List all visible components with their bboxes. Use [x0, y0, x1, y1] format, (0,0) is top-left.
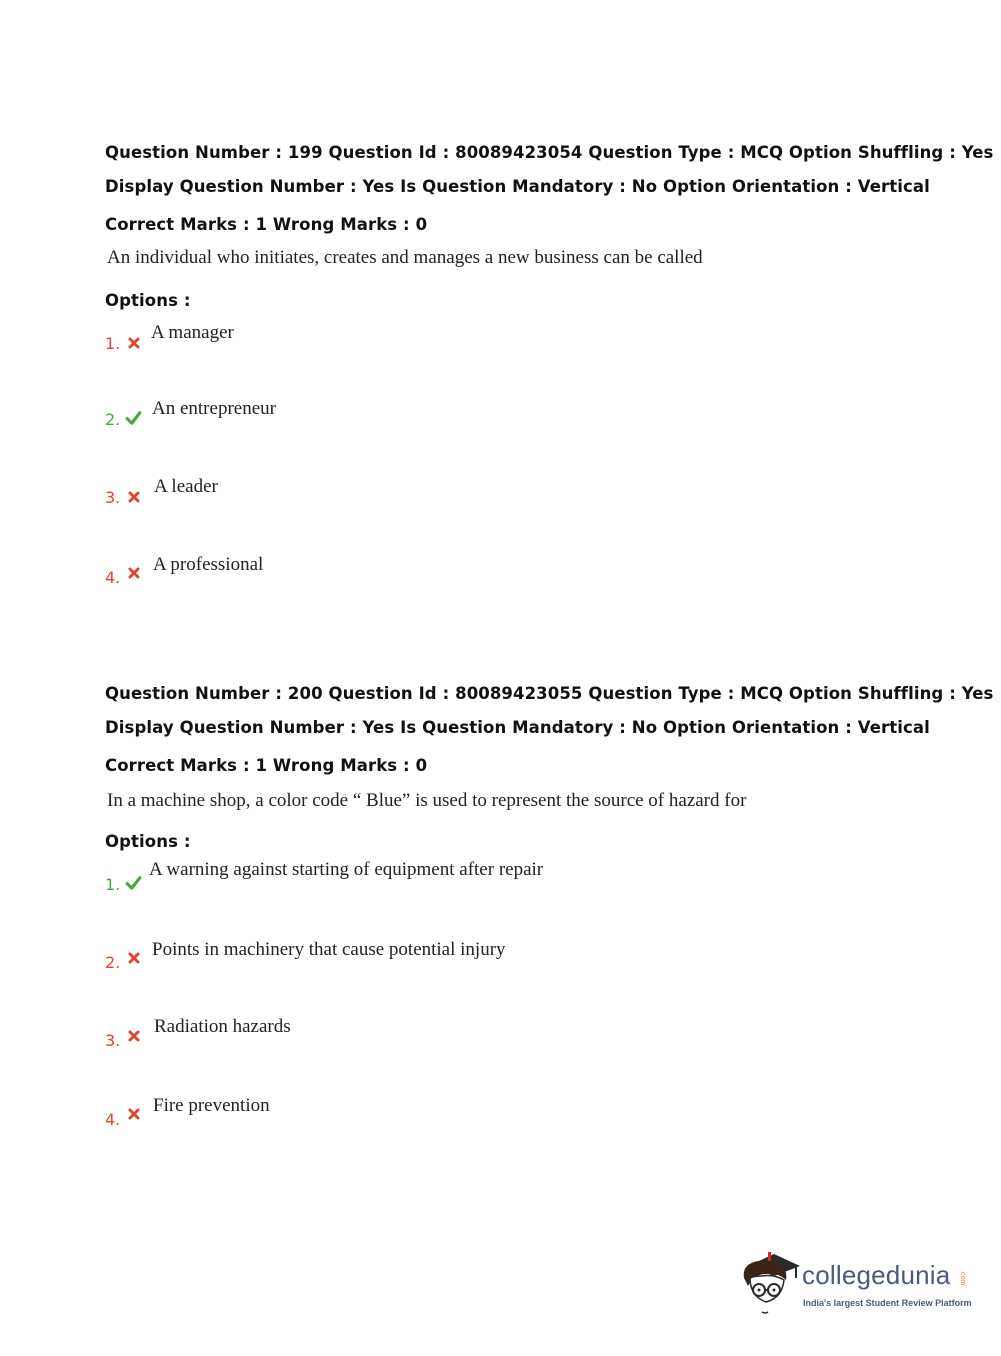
option-number: 3. — [105, 1031, 121, 1050]
option-text: A manager — [151, 322, 234, 343]
option-text: An entrepreneur — [152, 398, 276, 419]
option-text: Points in machinery that cause potential injury — [152, 939, 506, 960]
option-item — [105, 1095, 805, 1140]
question-meta-line-2: Display Question Number : Yes Is Question Mandatory : No Option Orientation : Vertical — [105, 718, 930, 737]
option-item — [105, 478, 805, 518]
cross-icon — [127, 1107, 141, 1121]
cross-icon — [127, 336, 141, 350]
cross-icon — [127, 951, 141, 965]
option-number: 4. — [105, 1110, 121, 1129]
checkmark-icon — [125, 410, 142, 426]
options-label: Options : — [105, 291, 191, 310]
cross-icon — [127, 1029, 141, 1043]
option-text: Radiation hazards — [154, 1016, 291, 1037]
cross-icon — [127, 566, 141, 580]
collegedunia-logo — [740, 1248, 970, 1320]
option-text: A warning against starting of equipment after repair — [149, 859, 544, 880]
option-text: A professional — [153, 554, 264, 575]
option-item — [105, 939, 805, 983]
question-block-200 — [105, 681, 994, 1141]
checkmark-icon — [125, 875, 142, 891]
option-number: 2. — [105, 410, 121, 429]
question-text: An individual who initiates, creates and manages a new business can be called — [107, 247, 703, 268]
option-number: 1. — [105, 334, 121, 353]
cross-icon — [127, 490, 141, 504]
question-text: In a machine shop, a color code “ Blue” is used to represent the source of hazard for — [107, 790, 747, 811]
option-number: 3. — [105, 488, 121, 507]
logo-wordmark: collegedunia — [802, 1260, 951, 1290]
question-marks-line: Correct Marks : 1 Wrong Marks : 0 — [105, 756, 428, 775]
options-label: Options : — [105, 832, 191, 851]
option-number: 1. — [105, 875, 121, 894]
question-marks-line: Correct Marks : 1 Wrong Marks : 0 — [105, 215, 428, 234]
question-block-199 — [105, 140, 994, 600]
option-number: 2. — [105, 953, 121, 972]
option-item — [105, 1016, 805, 1061]
logo-tagline: India's largest Student Review Platform — [803, 1298, 972, 1308]
option-item — [105, 324, 805, 364]
option-text: Fire prevention — [153, 1095, 270, 1116]
mascot-icon — [740, 1248, 802, 1320]
logo-com-suffix: .com — [959, 1270, 966, 1286]
question-meta-line-2: Display Question Number : Yes Is Question Mandatory : No Option Orientation : Vertical — [105, 177, 930, 196]
question-meta-line-1: Question Number : 199 Question Id : 80089423054 Question Type : MCQ Option Shuffling : Yes — [105, 143, 994, 162]
option-item — [105, 400, 805, 440]
option-text: A leader — [154, 476, 218, 497]
option-item — [105, 859, 805, 905]
option-number: 4. — [105, 568, 121, 587]
option-item — [105, 554, 805, 598]
question-meta-line-1: Question Number : 200 Question Id : 80089423055 Question Type : MCQ Option Shuffling : Yes — [105, 684, 994, 703]
